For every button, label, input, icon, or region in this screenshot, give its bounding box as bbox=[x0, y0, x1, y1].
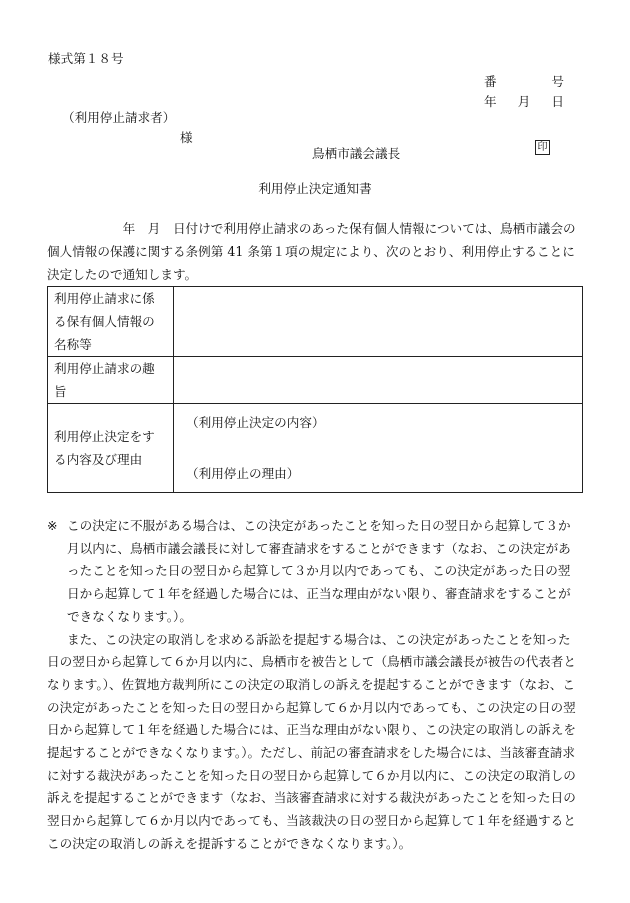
note-appeal bbox=[47, 515, 582, 629]
decision-reason-label: （利用停止の理由） bbox=[186, 466, 300, 481]
row2-label: 利用停止請求の趣旨 bbox=[48, 357, 174, 404]
number-label: 番 bbox=[484, 74, 497, 89]
honorific: 様 bbox=[180, 130, 193, 145]
row3-value bbox=[174, 404, 583, 493]
date-line bbox=[484, 91, 564, 110]
intro-text: 年 月 日付けで利用停止請求のあった保有個人情報については、鳥栖市議会の個人情報の保護に関する条例第 41 条第１項の規定により、次のとおり、利用停止することに決定したので通知します。 bbox=[47, 221, 576, 282]
note-lawsuit bbox=[47, 629, 582, 856]
row1-value bbox=[174, 287, 583, 357]
document-number-line bbox=[484, 71, 564, 90]
day-label: 日 bbox=[551, 94, 564, 109]
number-suffix: 号 bbox=[551, 74, 564, 89]
month-label: 月 bbox=[517, 94, 531, 109]
notes-section bbox=[47, 515, 582, 856]
intro-paragraph bbox=[47, 217, 580, 286]
note-appeal-text: この決定に不服がある場合は、この決定があったことを知った日の翌日から起算して３か月以内に、鳥栖市議会議長に対して審査請求をすることができます（なお、この決定があったことを知った日の翌日から起算して３か月以内であっても、この決定があった日の翌日から起算して１年を経過した場合には、正当な理由がない限り、審査請求をすることができなくなります。）。 bbox=[67, 518, 571, 624]
info-table bbox=[47, 286, 583, 493]
table-row bbox=[48, 287, 583, 357]
table-row bbox=[48, 357, 583, 404]
note-lawsuit-text: また、この決定の取消しを求める訴訟を提起する場合は、この決定があったことを知った日の翌日から起算して６か月以内に、鳥栖市を被告として（鳥栖市議会議長が被告の代表者となります。）、佐賀地方裁判所にこの決定の取消しの訴えを提起することができます（なお、この決定があったことを知った日の翌日から起算して６か月以内であっても、この決定の日の翌日から起算して１年を経過した場合には、正当な理由がない限り、この決定の取消しの訴えを提起することができなくなります。）。ただし、前記の審査請求をした場合には、当該審査請求に対する裁決があったことを知った日の翌日から起算して６か月以内に、この決定の取消しの訴えを提起することができます（なお、当該審査請求に対する裁決があったことを知った日の翌日から起算して６か月以内であっても、当該裁決の日の翌日から起算して１年を経過するとこの決定の取消しの訴えを提訴することができなくなります。）。 bbox=[47, 631, 576, 851]
decision-content-label: （利用停止決定の内容） bbox=[186, 415, 325, 430]
document-title: 利用停止決定通知書 bbox=[258, 181, 372, 196]
issuer-name: 鳥栖市議会議長 bbox=[312, 146, 401, 161]
form-number: 様式第１８号 bbox=[48, 51, 124, 66]
row3-label: 利用停止決定をする内容及び理由 bbox=[48, 404, 174, 493]
requester-label: （利用停止請求者） bbox=[62, 110, 176, 125]
year-label: 年 bbox=[484, 94, 497, 109]
table-row bbox=[48, 404, 583, 493]
row1-label: 利用停止請求に係る保有個人情報の名称等 bbox=[48, 287, 174, 357]
note-mark: ※ bbox=[47, 518, 58, 533]
row2-value bbox=[174, 357, 583, 404]
seal-mark: 印 bbox=[535, 140, 550, 155]
